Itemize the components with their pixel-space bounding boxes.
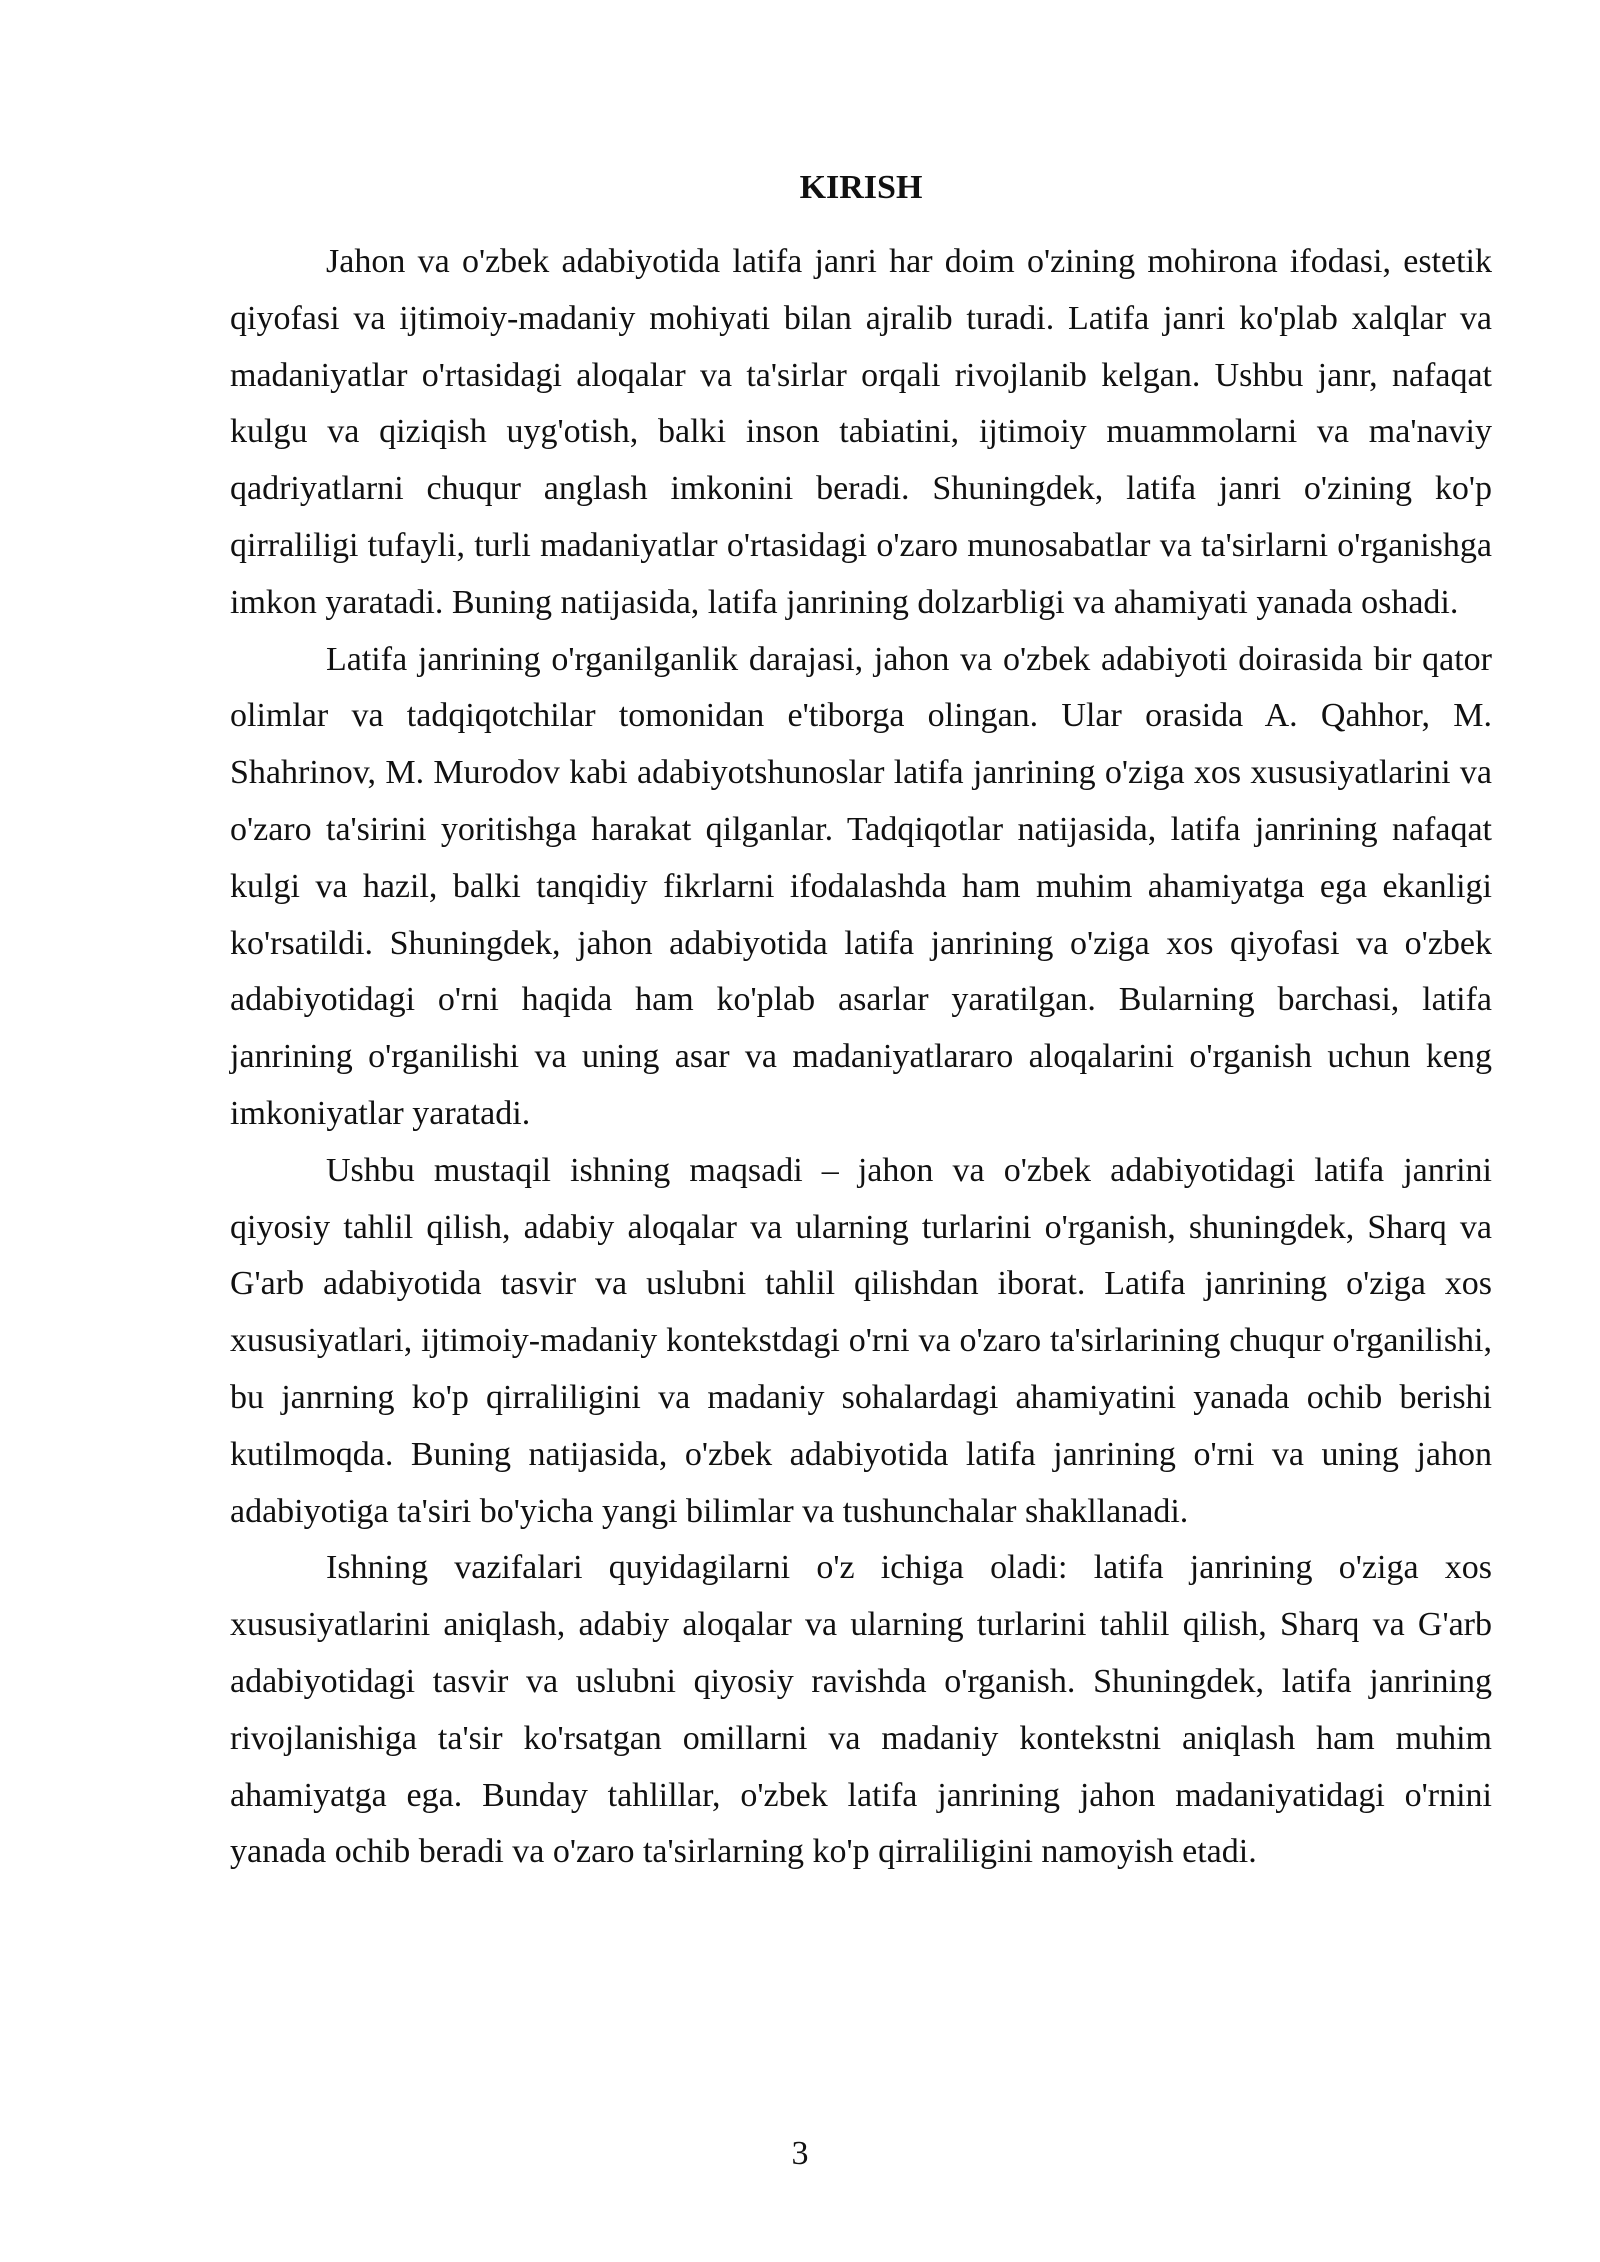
section-title: KIRISH (799, 169, 923, 206)
page-number: 3 (791, 2135, 809, 2172)
document-body (230, 160, 1492, 1881)
paragraph-tasks: Ishning vazifalari quyidagilarni o'z ichiga oladi: latifa janrining o'ziga xos xususiyatlarini aniqlash, adabiy aloqalar va ularning turlarini tahlil qilish, Sharq va G'arb adabiyotidagi tasvir va uslubni qiyosiy ravishda o'rganish. Shuningdek, latifa janrining rivojlanishiga ta'sir ko'rsatgan omillarni va madaniy kontekstni aniqlash ham muhim ahamiyatga ega. Bunday tahlillar, o'zbek latifa janrining jahon madaniyatidagi o'rnini yanada ochib beradi va o'zaro ta'sirlarning ko'p qirraliligini namoyish etadi. (230, 1549, 1492, 1871)
paragraph-goal: Ushbu mustaqil ishning maqsadi – jahon va o'zbek adabiyotidagi latifa janrini qiyosiy tahlil qilish, adabiy aloqalar va ularning turlarini o'rganish, shuningdek, Sharq va G'arb adabiyotida tasvir va uslubni tahlil qilishdan iborat. Latifa janrining o'ziga xos xususiyatlari, ijtimoiy-madaniy kontekstdagi o'rni va o'zaro ta'sirlarining chuqur o'rganilishi, bu janrning ko'p qirraliligini va madaniy sohalardagi ahamiyatini yanada ochib berishi kutilmoqda. Buning natijasida, o'zbek adabiyotida latifa janrining o'rni va uning jahon adabiyotiga ta'siri bo'yicha yangi bilimlar va tushunchalar shakllanadi. (230, 1151, 1492, 1530)
paragraph-research-degree: Latifa janrining o'rganilganlik darajasi, jahon va o'zbek adabiyoti doirasida bir qator olimlar va tadqiqotchilar tomonidan e'tiborga olingan. Ular orasida A. Qahhor, M. Shahrinov, M. Murodov kabi adabiyotshunoslar latifa janrining o'ziga xos xususiyatlarini va o'zaro ta'sirini yoritishga harakat qilganlar. Tadqiqotlar natijasida, latifa janrining nafaqat kulgi va hazil, balki tanqidiy fikrlarni ifodalashda ham muhim ahamiyatga ega ekanligi ko'rsatildi. Shuningdek, jahon adabiyotida latifa janrining o'ziga xos qiyofasi va o'zbek adabiyotidagi o'rni haqida ham ko'plab asarlar yaratilgan. Bularning barchasi, latifa janrining o'rganilishi va uning asar va madaniyatlararo aloqalarini o'rganish uchun keng imkoniyatlar yaratadi. (230, 640, 1492, 1132)
paragraph-intro: Jahon va o'zbek adabiyotida latifa janri har doim o'zining mohirona ifodasi, estetik qiyofasi va ijtimoiy-madaniy mohiyati bilan ajralib turadi. Latifa janri ko'plab xalqlar va madaniyatlar o'rtasidagi aloqalar va ta'sirlar orqali rivojlanib kelgan. Ushbu janr, nafaqat kulgu va qiziqish uyg'otish, balki inson tabiatini, ijtimoiy muammolarni va ma'naviy qadriyatlarni chuqur anglash imkonini beradi. Shuningdek, latifa janri o'zining ko'p qirraliligi tufayli, turli madaniyatlar o'rtasidagi o'zaro munosabatlar va ta'sirlarni o'rganishga imkon yaratadi. Buning natijasida, latifa janrining dolzarbligi va ahamiyati yanada oshadi. (230, 243, 1492, 621)
